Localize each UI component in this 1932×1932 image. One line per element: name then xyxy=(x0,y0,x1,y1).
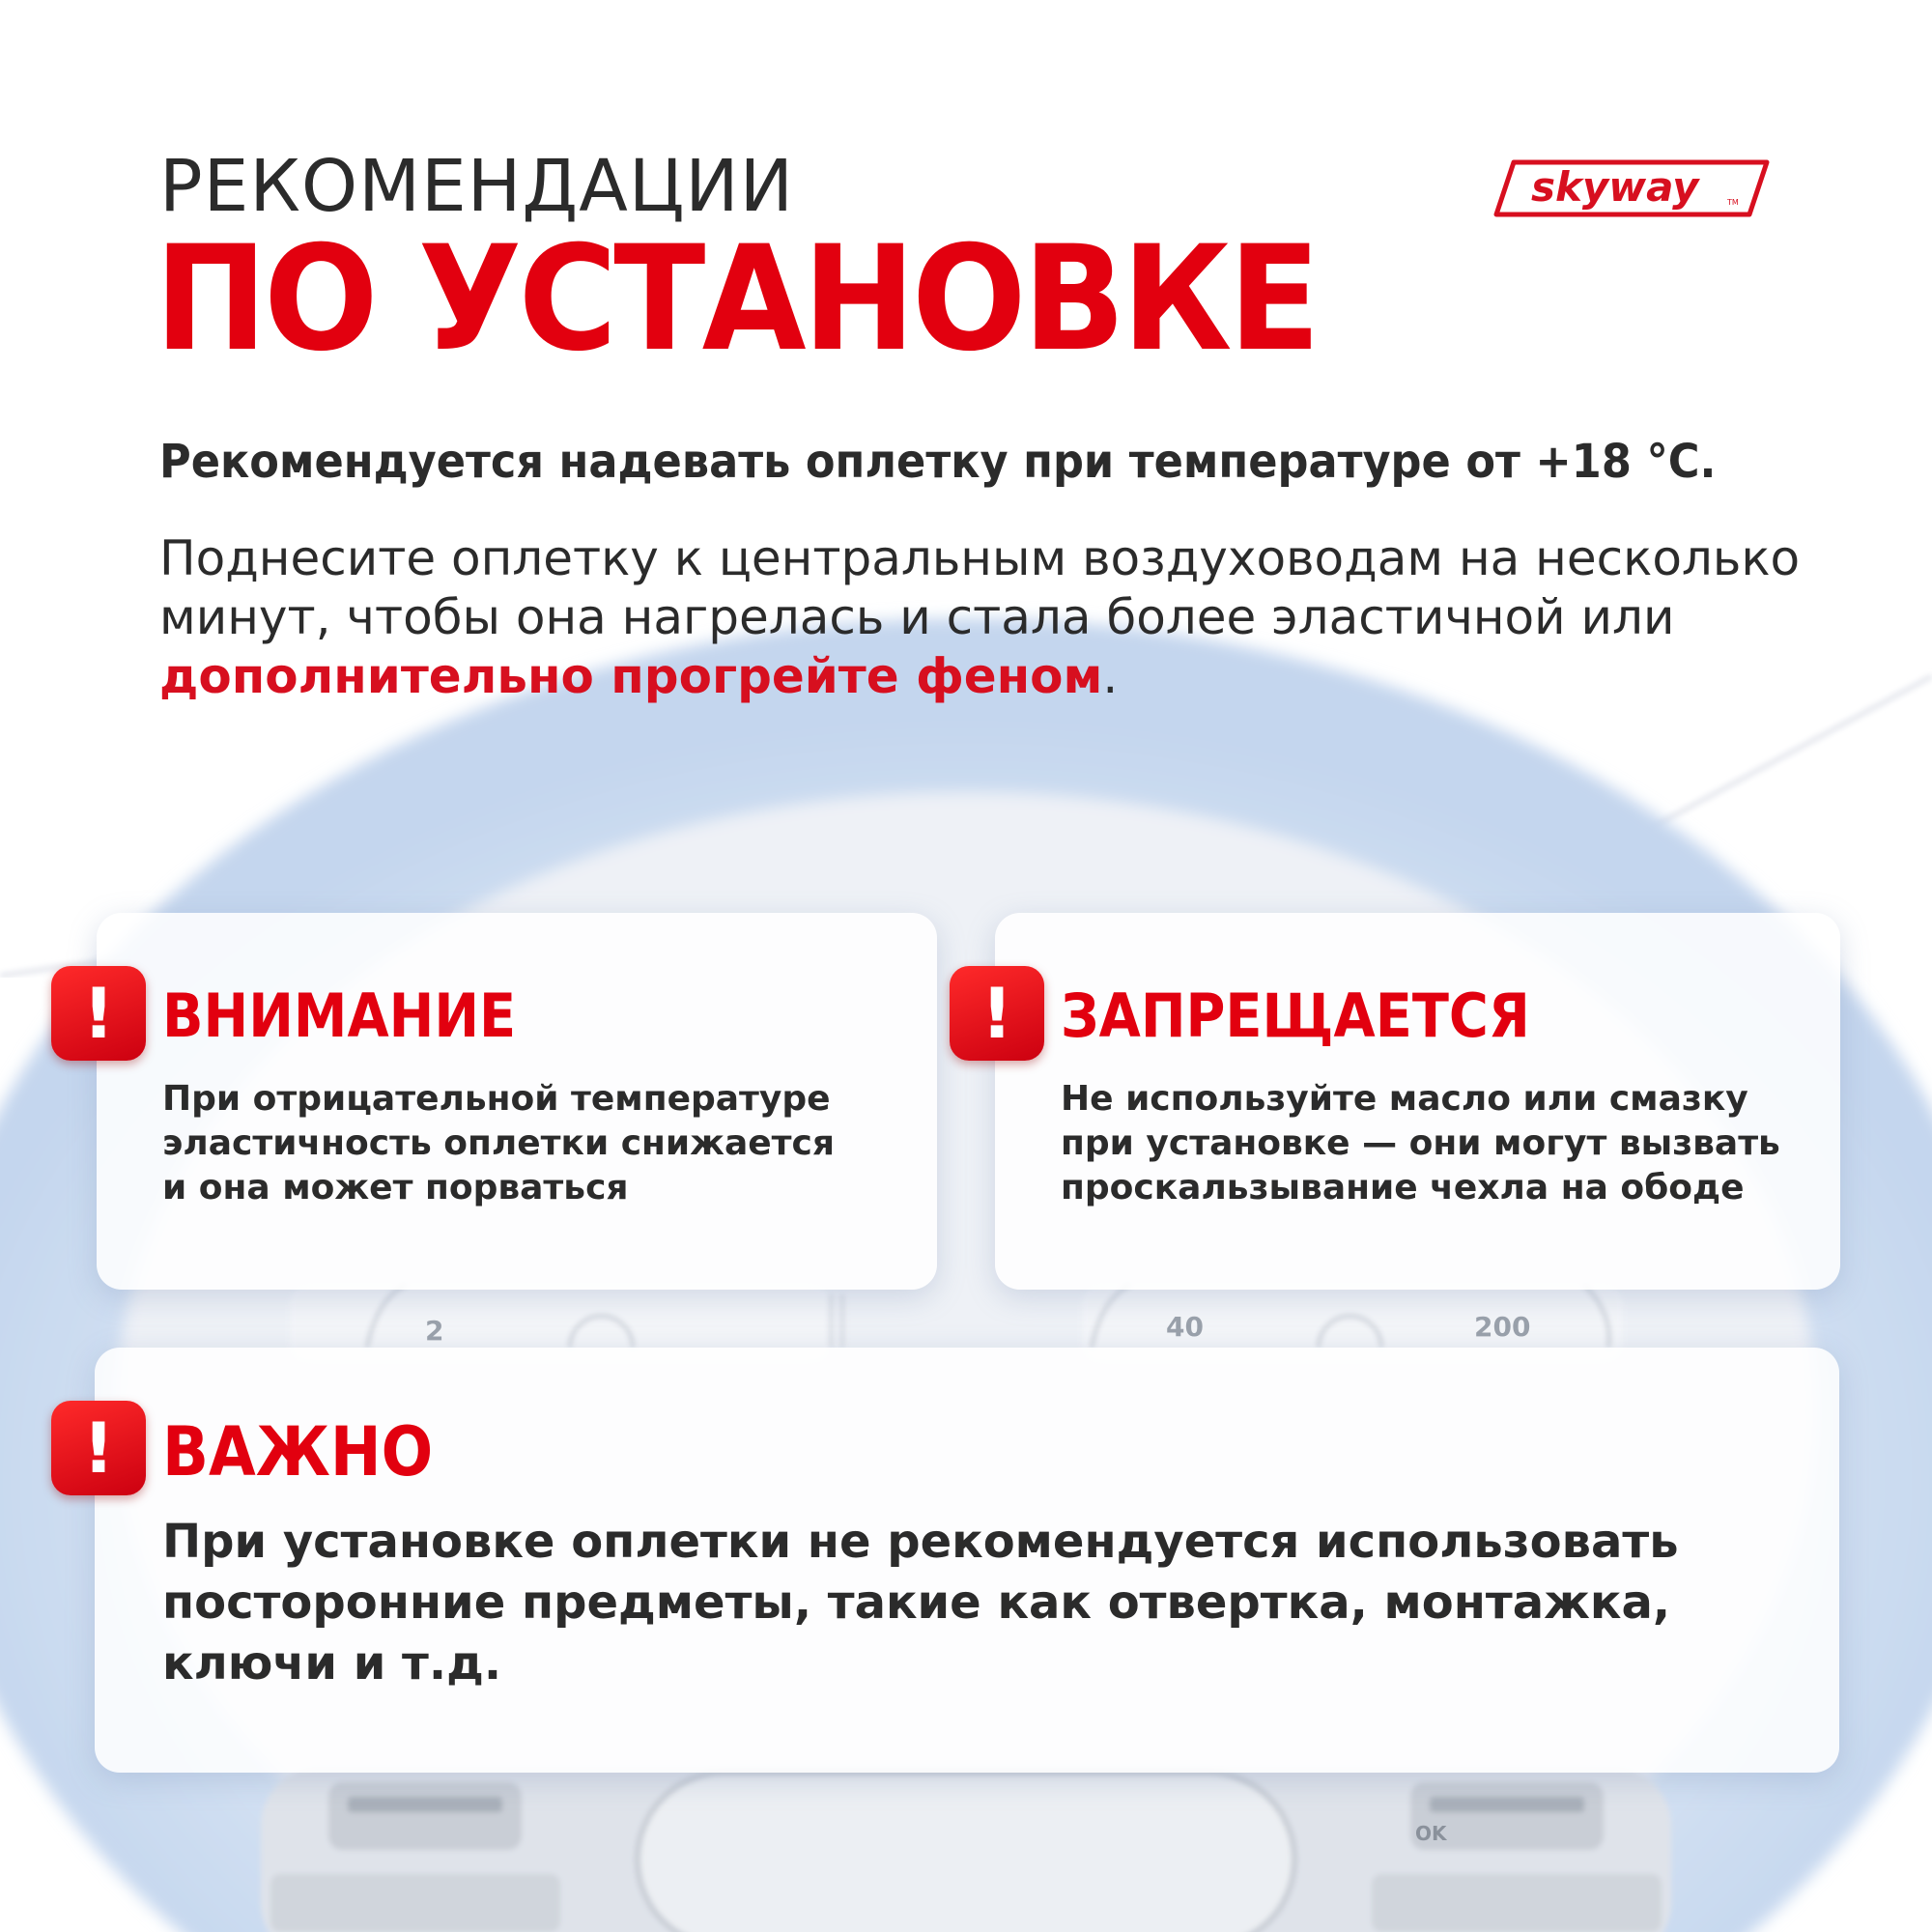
title-line-1: РЕКОМЕНДАЦИИ xyxy=(159,145,795,228)
temperature-recommendation: Рекомендуется надевать оплетку при температуре от +18 °C. xyxy=(159,435,1717,489)
exclamation-icon: ! xyxy=(950,966,1044,1061)
warmup-text: Поднесите оплетку к центральным воздуховодам на несколько минут, чтобы она нагрелась и стала более эластичной или xyxy=(159,530,1801,645)
gauge-right-mark-a: 40 xyxy=(1166,1311,1204,1343)
gauge-right-mark-b: 200 xyxy=(1474,1311,1531,1343)
logo-text: skyway xyxy=(1531,163,1699,211)
attention-title: ВНИМАНИЕ xyxy=(162,980,517,1051)
prohibited-title: ЗАПРЕЩАЕТСЯ xyxy=(1061,980,1530,1051)
warmup-instructions xyxy=(159,529,1821,706)
important-title: ВАЖНО xyxy=(162,1412,434,1492)
button-ok-label: OK xyxy=(1415,1822,1447,1845)
attention-text: При отрицательной температуре эластичность оплетки снижается и она может порваться xyxy=(162,1079,835,1208)
skyway-logo xyxy=(1492,155,1771,222)
gauge-left-mark: 2 xyxy=(425,1315,444,1347)
exclamation-icon: ! xyxy=(51,1401,146,1495)
important-text: При установке оплетки не рекомендуется использовать посторонние предметы, такие как отвертка, монтажка, ключи и т.д. xyxy=(162,1515,1679,1690)
warmup-text-end: . xyxy=(1102,648,1119,704)
title-line-2: ПО УСТАНОВКЕ xyxy=(155,215,1318,384)
hairdryer-highlight: дополнительно прогрейте феном xyxy=(159,648,1103,704)
logo-trademark: TM xyxy=(1727,198,1739,207)
exclamation-icon: ! xyxy=(51,966,146,1061)
prohibited-text: Не используйте масло или смазку при установке — они могут вызвать проскальзывание чехла на ободе xyxy=(1061,1079,1780,1208)
